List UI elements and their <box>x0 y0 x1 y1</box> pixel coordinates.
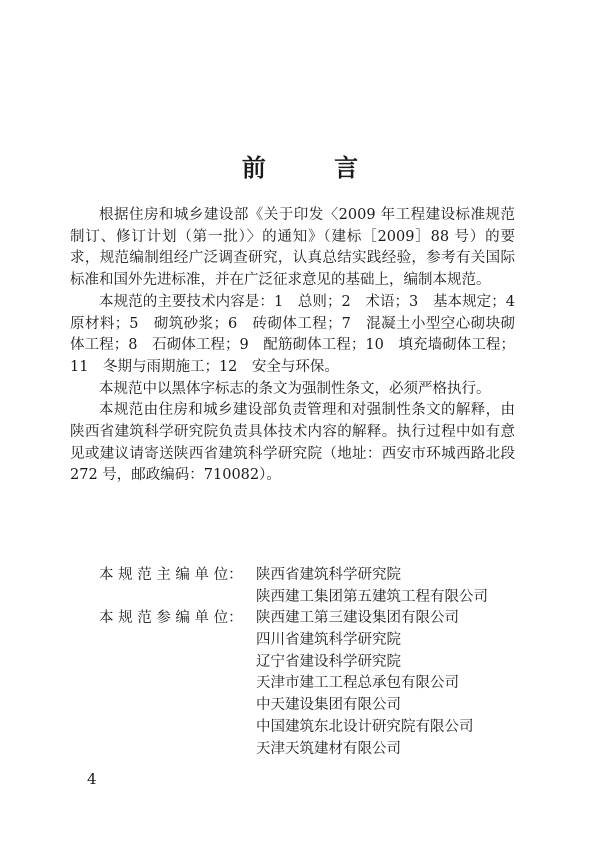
paragraph-background: 根据住房和城乡建设部《关于印发〈2009 年工程建设标准规范制订、修订计划（第一批）〉的通知》（建标［2009］88 号）的要求，规范编制组经广泛调查研究，认真总结实践经验，参考有关国际标准和国外先进标准，并在广泛征求意见的基础上，编制本规范。 <box>70 207 515 289</box>
participating-unit-name: 辽宁省建设科学研究院 <box>256 653 401 670</box>
participating-unit-row <box>70 739 530 761</box>
chief-unit-name: 陕西建工集团第五建筑工程有限公司 <box>256 588 488 605</box>
participating-unit-row <box>70 608 530 630</box>
participating-unit-name: 中天建设集团有限公司 <box>256 697 401 714</box>
participating-unit-name: 天津天筑建材有限公司 <box>256 740 401 757</box>
participating-unit-row <box>70 717 530 739</box>
units-list <box>70 565 530 760</box>
participating-units-label: 本 规 范 参 编 单 位： <box>99 610 243 627</box>
page-title: 前 言 <box>241 153 389 182</box>
chief-units-label: 本 规 范 主 编 单 位： <box>99 567 243 583</box>
participating-unit-row <box>70 695 530 717</box>
participating-unit-row <box>70 673 530 695</box>
participating-unit-name: 天津市建工工程总承包有限公司 <box>256 675 459 692</box>
paragraph-contents: 本规范的主要技术内容是：1 总则；2 术语；3 基本规定；4 原材料；5 砌筑砂浆；6 砖砌体工程；7 混凝土小型空心砌块砌体工程；8 石砌体工程；9 配筋砌体工程；10 填充墙砌体工程；11 冬期与雨期施工；12 安全与环保。 <box>70 293 530 375</box>
page-number: 4 <box>87 770 97 788</box>
paragraph-management: 本规范由住房和城乡建设部负责管理和对强制性条文的解释，由陕西省建筑科学研究院负责具体技术内容的解释。执行过程中如有意见或建议请寄送陕西省建筑科学研究院（地址：西安市环城西路北段 272 号，邮政编码：710082）。 <box>70 402 515 484</box>
participating-unit-name: 中国建筑东北设计研究院有限公司 <box>256 718 474 735</box>
chief-unit-row <box>70 565 530 587</box>
participating-unit-row <box>70 630 530 652</box>
preface-body <box>70 205 530 487</box>
participating-unit-row <box>70 652 530 674</box>
chief-unit-row <box>70 587 530 609</box>
participating-unit-name: 四川省建筑科学研究院 <box>256 632 401 649</box>
paragraph-mandatory: 本规范中以黑体字标志的条文为强制性条文，必须严格执行。 <box>99 380 491 397</box>
chief-unit-name: 陕西省建筑科学研究院 <box>256 567 401 583</box>
participating-unit-name: 陕西建工第三建设集团有限公司 <box>256 610 459 627</box>
